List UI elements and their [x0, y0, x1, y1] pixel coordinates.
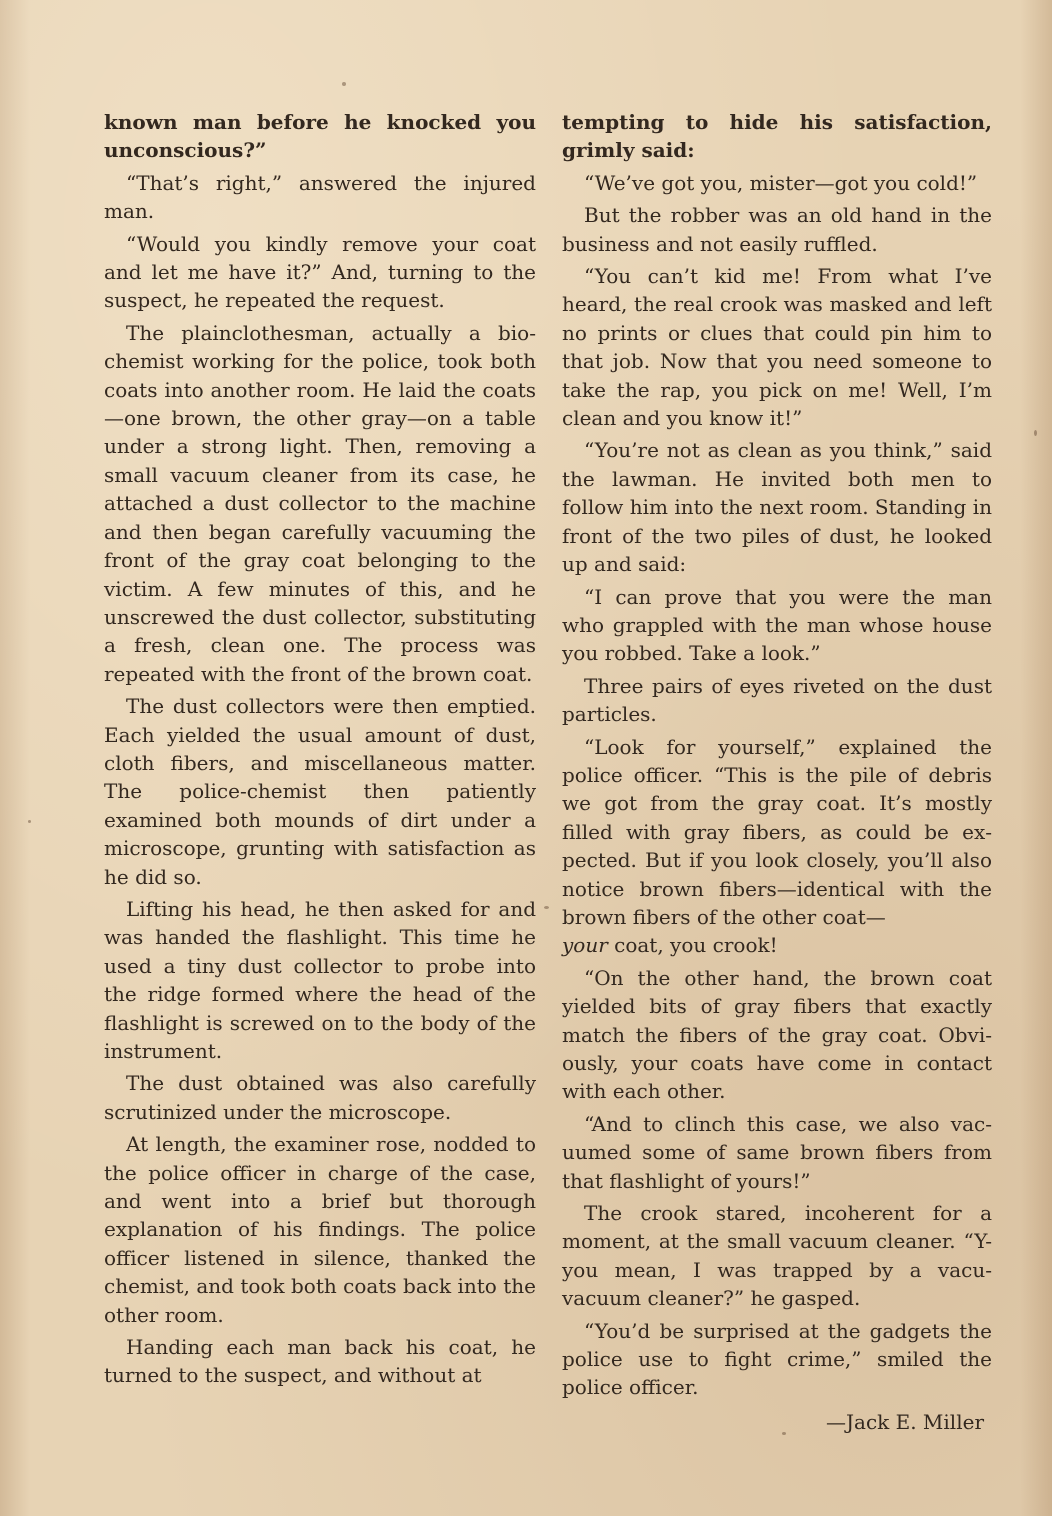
paragraph: But the robber was an old hand in the business and not easily ruffled. — [562, 203, 992, 256]
author-signature: —Jack E. Miller — [826, 1409, 984, 1434]
paragraph: The dust obtained was also carefully scrutinized under the microscope. — [104, 1071, 536, 1124]
paragraph: The crook stared, incoherent for a moment, at the small vacuum cleaner. “Y-you mean, I was trapped by a vacu-vacuum cleaner?” he gasped. — [562, 1201, 992, 1311]
paragraph-text: “Look for yourself,” explained the police officer. “This is the pile of debris we got from the gray coat. It’s mostly filled with gray fibers, as could be expected. But if you look closely, you’ll also notice brown fibers—identical with the brown fibers of the other coat— — [562, 734, 992, 929]
paragraph: “That’s right,” answered the injured man. — [104, 170, 536, 224]
paragraph — [562, 733, 992, 932]
paragraph: “Would you kindly remove your coat and let me have it?” And, turning to the suspect, he repeated the request. — [104, 231, 536, 313]
paper-speck — [1034, 430, 1037, 436]
paragraph: At length, the examiner rose, nodded to the police officer in charge of the case, and went into a brief but thorough explanation of his findings. The police officer listened in silence, thanked the chemist, and took both coats back into the other room. — [104, 1132, 536, 1327]
paragraph: known man before he knocked you unconscious?” — [104, 110, 536, 163]
paragraph: “And to clinch this case, we also vacuumed some of same brown fibers from that flashlight of yours!” — [562, 1111, 992, 1193]
paragraph: “You can’t kid me! From what I’ve heard, the real crook was masked and left no prints or clues that could pin him to that job. Now that you need someone to take the rap, you pick on me! Well, I’m clean and you know it!” — [562, 264, 992, 431]
italic-word: your — [562, 933, 608, 958]
paragraph: The plainclothesman, actually a biochemist working for the police, took both coats into another room. He laid the coats—one brown, the other gray—on a table under a strong light. Then, removing a small vacuum cleaner from its case, he attached a dust collector to the machine and then began carefully vacuuming the front of the gray coat belonging to the victim. A few minutes of this, and he unscrewed the dust collector, substituting a fresh, clean one. The process was repeated with the front of the brown coat. — [104, 320, 536, 686]
paragraph: “You’re not as clean as you think,” said the lawman. He invited both men to follow him into the next room. Standing in front of the two piles of dust, he looked up and said: — [562, 438, 992, 577]
paper-speck — [544, 906, 549, 909]
paragraph: The dust collectors were then emptied. Each yielded the usual amount of dust, cloth fibers, and miscellaneous matter. The police-chemist then patiently examined both mounds of dirt under a microscope, grunting with satisfaction as he did so. — [104, 694, 536, 889]
paragraph: “You’d be surprised at the gadgets the police use to fight crime,” smiled the police officer. — [562, 1318, 992, 1400]
right-column — [562, 108, 992, 1440]
paragraph: “On the other hand, the brown coat yielded bits of gray fibers that exactly match the fibers of the gray coat. Obviously, your coats have come in contact with each other. — [562, 965, 992, 1104]
paragraph-text: coat, you crook! — [614, 933, 778, 958]
paragraph: Three pairs of eyes riveted on the dust particles. — [562, 673, 992, 727]
paragraph: Handing each man back his coat, he turned to the suspect, and without at — [104, 1335, 536, 1388]
paper-speck — [782, 1432, 786, 1435]
left-column — [104, 108, 536, 1394]
paper-speck — [28, 820, 31, 823]
paragraph-continuation — [562, 931, 992, 959]
paragraph: tempting to hide his satisfaction, grimly said: — [562, 110, 992, 163]
paragraph: “We’ve got you, mister—got you cold!” — [584, 170, 978, 195]
paragraph: Lifting his head, he then asked for and was handed the flashlight. This time he used a tiny dust collector to probe into the ridge formed where the head of the flashlight is screwed on to the body of the instrument. — [104, 896, 536, 1063]
paper-speck — [342, 82, 346, 86]
paragraph: “I can prove that you were the man who grappled with the man whose house you robbed. Take a look.” — [562, 584, 992, 666]
